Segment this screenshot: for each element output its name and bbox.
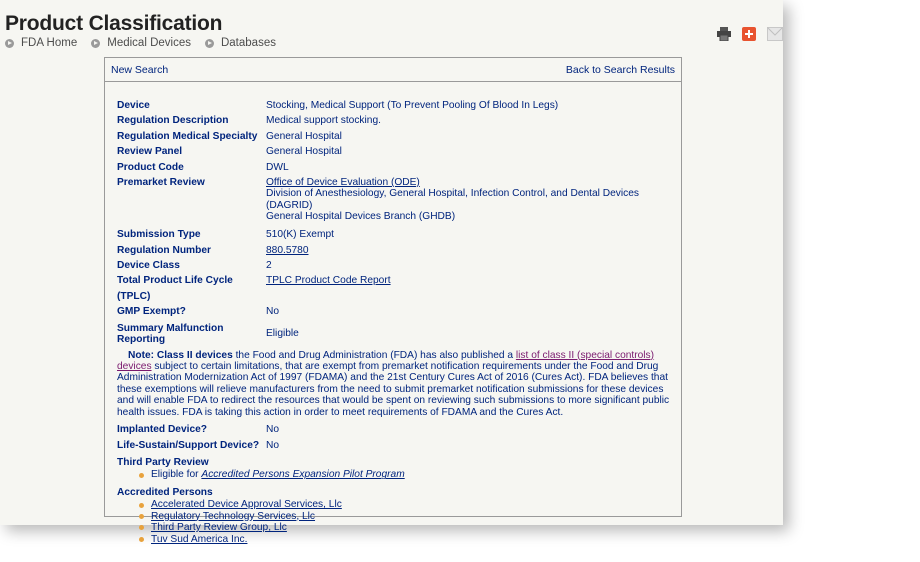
accredited-heading: Accredited Persons — [117, 486, 213, 498]
accredited-person-link[interactable]: Regulatory Technology Services, Llc — [151, 510, 316, 522]
regulation-specialty-row: Regulation Medical Specialty General Hospital — [117, 130, 342, 142]
arrow-bullet-icon — [205, 39, 214, 48]
accredited-list — [117, 499, 677, 545]
submission-type-row: Submission Type 510(K) Exempt — [117, 229, 334, 241]
classification-panel — [104, 57, 682, 545]
class-ii-note: Note: Class II devices the Food and Drug Administration (FDA) has also published a list of class II (special controls) devices subject to certain limitations, that are exempt from premarket notification requirements under the Food and Drug Administration Modernization Act of 1997 (FDAMA) and the 21st Century Cures Act of 2016 (Cures Act). FDA believes that these exemptions will relieve manufacturers from the need to submit premarket notification submissions for these devices and will enable FDA to redirect the resources that would be spent on reviewing such submissions to more significant public health issues. FDA is taking this action in order to meet requirements of FDAMA and the Cures Act. — [117, 349, 670, 418]
bullet-icon — [139, 525, 144, 530]
tplc-row: Total Product Life Cycle (TPLC) TPLC Product Code Report — [117, 275, 391, 302]
review-panel-row: Review Panel General Hospital — [117, 146, 342, 158]
list-item: Eligible for Accredited Persons Expansion Pilot Program — [117, 469, 677, 480]
page-title: Product Classification — [5, 12, 223, 35]
breadcrumb-databases[interactable]: Databases — [205, 37, 276, 49]
list-item — [117, 522, 677, 533]
breadcrumb-fda-home[interactable]: FDA Home — [5, 37, 77, 49]
regulation-number-row: Regulation Number 880.5780 — [117, 244, 309, 256]
list-item — [117, 499, 677, 510]
device-row: Device Stocking, Medical Support (To Prevent Pooling Of Blood In Legs) — [117, 100, 559, 111]
accredited-person-link[interactable]: Tuv Sud America Inc. — [151, 533, 248, 545]
print-icon[interactable] — [716, 27, 732, 41]
summary-malfunction-row: Summary Malfunction Reporting Eligible — [117, 322, 299, 345]
new-search-link[interactable]: New Search — [111, 63, 169, 76]
accredited-person-link[interactable]: Third Party Review Group, Llc — [151, 522, 287, 534]
share-plus-icon[interactable] — [741, 27, 757, 41]
classification-details — [117, 98, 677, 545]
bullet-icon — [139, 514, 144, 519]
pilot-program-link[interactable]: Accredited Persons Expansion Pilot Program — [201, 469, 405, 481]
gmp-exempt-row: GMP Exempt? No — [117, 306, 280, 318]
device-class-row: Device Class 2 — [117, 260, 272, 272]
product-code-row: Product Code DWL — [117, 161, 289, 173]
life-sustain-row: Life-Sustain/Support Device? No — [117, 439, 280, 451]
regulation-description-row: Regulation Description Medical support stocking. — [117, 115, 381, 127]
third-party-list — [117, 469, 677, 480]
tplc-report-link[interactable]: TPLC Product Code Report — [266, 275, 391, 287]
arrow-bullet-icon — [91, 39, 100, 48]
regulation-number-link[interactable]: 880.5780 — [266, 244, 309, 256]
accredited-person-link[interactable]: Accelerated Device Approval Services, Llc — [151, 499, 342, 511]
breadcrumb — [5, 37, 290, 49]
ode-link[interactable]: Office of Device Evaluation (ODE) — [266, 177, 420, 189]
email-icon[interactable] — [766, 27, 784, 41]
implanted-row: Implanted Device? No — [117, 424, 280, 436]
breadcrumb-medical-devices[interactable]: Medical Devices — [91, 37, 191, 49]
arrow-bullet-icon — [5, 39, 14, 48]
list-item — [117, 534, 677, 545]
page-tools — [716, 27, 784, 41]
list-item — [117, 511, 677, 522]
third-party-heading: Third Party Review — [117, 456, 209, 468]
back-to-results-link[interactable]: Back to Search Results — [565, 63, 675, 76]
premarket-review-row: Premarket Review Office of Device Evaluation (ODE) Division of Anesthesiology, General Hospital, Infection Control, and Dental Devices (DAGRID) General Hospital Devices Branch (GHDB) — [117, 175, 677, 227]
class-ii-list-link[interactable]: list of class II (special controls) devices — [117, 349, 655, 373]
bullet-icon — [139, 473, 144, 478]
bullet-icon — [139, 503, 144, 508]
bullet-icon — [139, 537, 144, 542]
panel-toolbar — [105, 58, 681, 82]
